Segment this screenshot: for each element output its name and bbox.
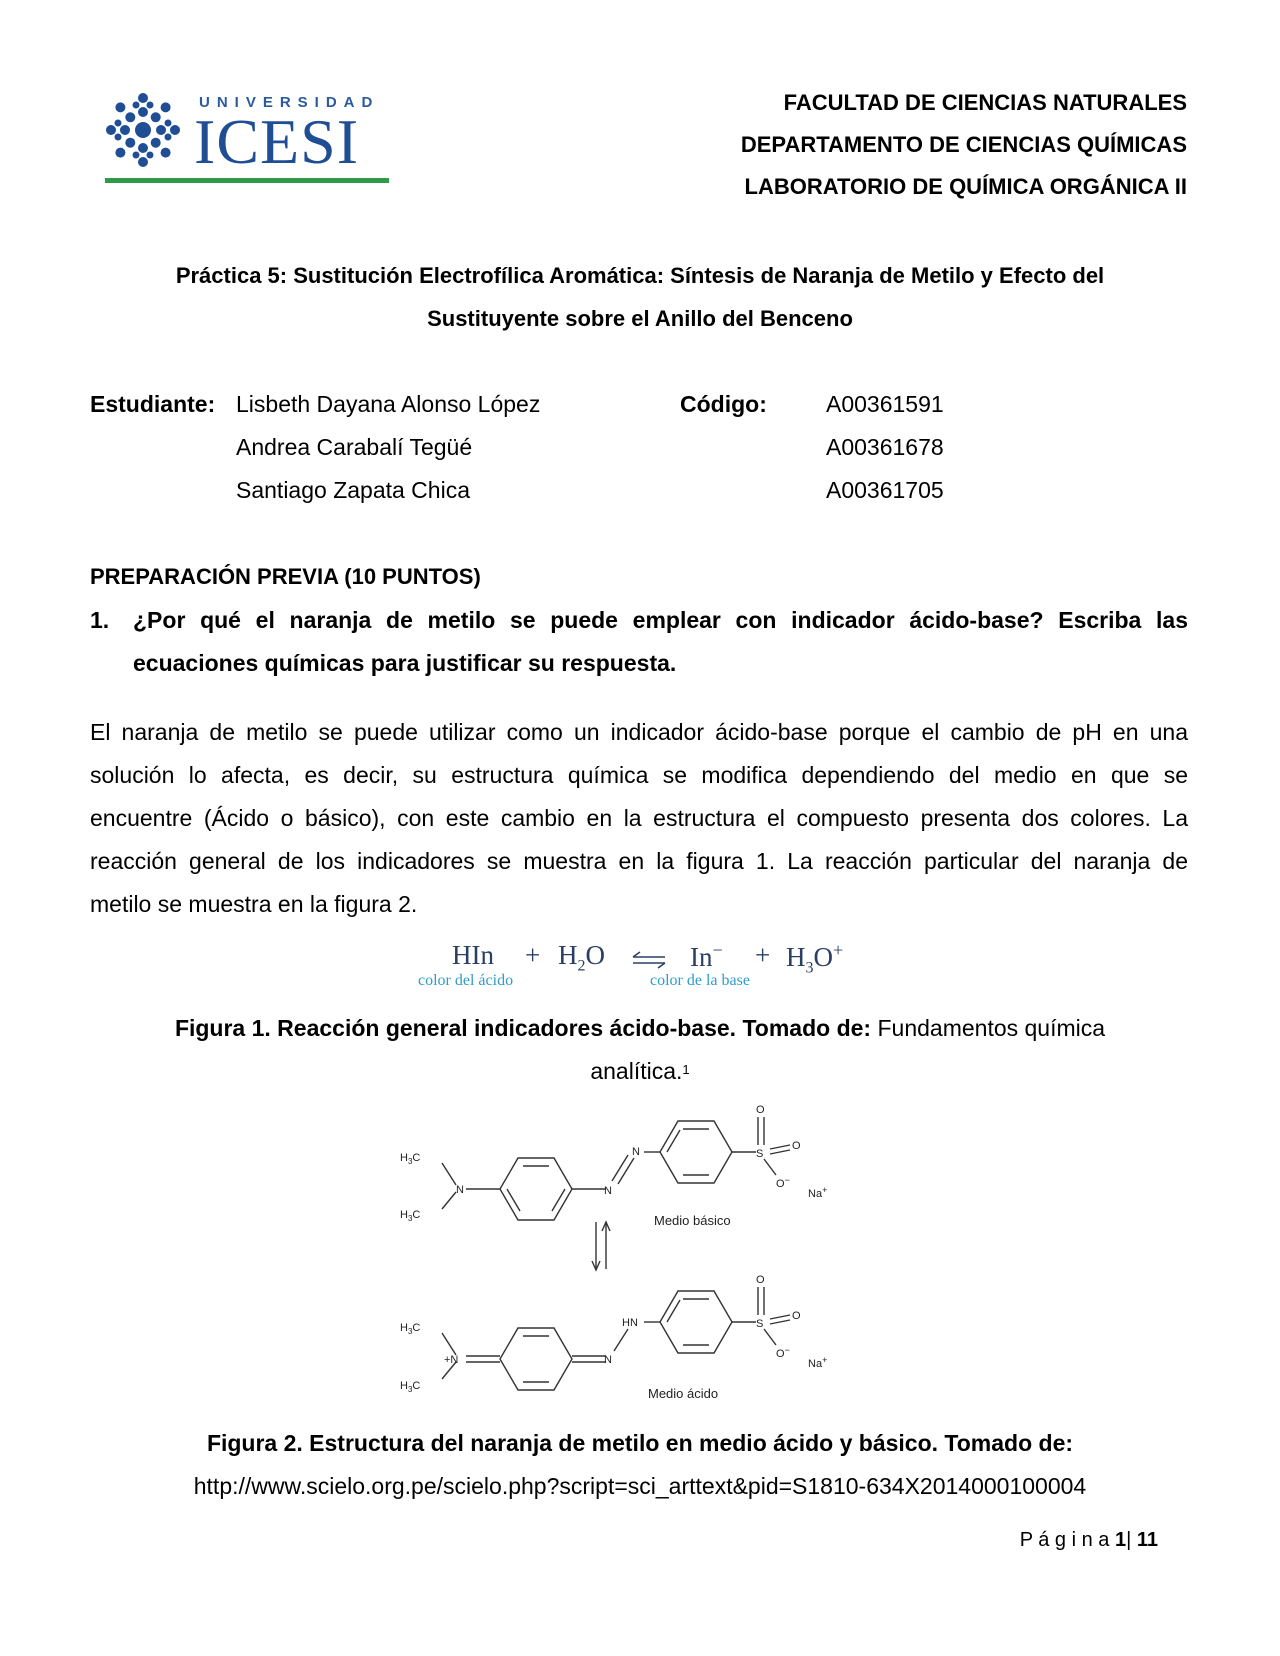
medium-basic-label: Medio básico [654, 1213, 731, 1228]
student-code-2: A00361678 [826, 434, 944, 460]
paragraph-line-2: solución lo afecta, es decir, su estructura química se modifica dependiendo del medio en que se [90, 762, 1188, 788]
eq-water: $H_2O$ [558, 940, 605, 975]
bond [667, 1300, 680, 1322]
logo-top-text: UNIVERSIDAD [199, 94, 380, 111]
medium-acid-label: Medio ácido [648, 1386, 719, 1401]
bond [618, 1158, 634, 1184]
indicator-equation [410, 940, 880, 1000]
methyl-orange-structures [400, 1097, 880, 1407]
body-paragraph [90, 711, 1188, 926]
bond [552, 1189, 565, 1211]
page-number: 1 [1114, 1529, 1127, 1551]
sulfur-label: S [756, 1318, 764, 1330]
iminium-label: +N [444, 1354, 459, 1366]
section-heading: PREPARACIÓN PREVIA (10 PUNTOS) [90, 564, 481, 589]
question-line-2: ecuaciones químicas para justificar su respuesta. [133, 650, 677, 676]
eq-hydronium: $H_3O^+$ [786, 940, 844, 977]
methyl-label: $H_3C$ [400, 1152, 421, 1166]
question-number: 1. [90, 607, 110, 633]
bond [770, 1320, 790, 1324]
bond [612, 1155, 628, 1181]
student-code-1: A00361591 [826, 391, 944, 417]
student-code-3: A00361705 [826, 477, 944, 503]
oxygen-label: O [756, 1104, 765, 1116]
oxygen-label: O [792, 1140, 801, 1152]
nitrogen-label: N [604, 1185, 612, 1197]
student-name-3: Santiago Zapata Chica [236, 477, 470, 503]
page-footer [1020, 1529, 1158, 1552]
benzene-ring [660, 1121, 732, 1183]
logo-main-text: ICESI [194, 106, 359, 177]
paragraph-line-3: encuentre (Ácido o básico), con este cambio en la estructura el compuesto presenta dos colores. La [90, 805, 1188, 831]
eq-hin: HIn [452, 940, 494, 970]
bond [770, 1145, 790, 1149]
methyl-label: $H_3C$ [400, 1209, 421, 1223]
paragraph-line-5: metilo se muestra en la figura 2. [90, 891, 418, 917]
figure-1-caption-line-2: analítica.$^1$ [590, 1058, 690, 1084]
methyl-label: $H_3C$ [400, 1322, 421, 1336]
oxide-label: O− [776, 1175, 790, 1190]
methyl-label: $H_3C$ [400, 1380, 421, 1394]
paragraph-line-4: reacción general de los indicadores se muestra en la figura 1. La reacción particular del naranja de [90, 848, 1188, 874]
figure-1-caption-line-1: Figura 1. Reacción general indicadores ácido-base. Tomado de: Fundamentos química [174, 1015, 1106, 1041]
question-line-1: ¿Por qué el naranja de metilo se puede emplear con indicador ácido-base? Escriba las [133, 607, 1188, 633]
oxygen-label: O [756, 1274, 765, 1286]
page-separator: | [1126, 1529, 1132, 1551]
page-total: 11 [1136, 1529, 1158, 1551]
base-color-label: color de la base [650, 972, 750, 989]
oxide-label: O− [776, 1345, 790, 1360]
sodium-label: Na+ [808, 1185, 828, 1200]
sun-emblem-icon [103, 90, 183, 170]
hn-label: HN [622, 1317, 638, 1329]
bond [507, 1189, 520, 1211]
university-logo [103, 88, 393, 184]
header-faculty: FACULTAD DE CIENCIAS NATURALES [783, 90, 1187, 115]
bond [442, 1192, 456, 1209]
code-label: Código: [680, 391, 767, 417]
page-label: P á g i n a [1019, 1529, 1110, 1551]
bond [764, 1159, 776, 1175]
sulfur-label: S [756, 1148, 764, 1160]
nitrogen-label: N [456, 1184, 464, 1196]
nitrogen-label: N [604, 1354, 612, 1366]
eq-plus-1: + [525, 940, 541, 970]
bond [764, 1329, 776, 1345]
oxygen-label: O [792, 1310, 801, 1322]
logo-underline [105, 178, 389, 183]
bond [614, 1329, 628, 1351]
figure-1-caption [90, 1007, 1190, 1093]
benzene-ring [500, 1158, 572, 1220]
bond [770, 1150, 790, 1154]
figure-1-reference: 1 [682, 1062, 690, 1077]
student-name-1: Lisbeth Dayana Alonso López [236, 391, 541, 417]
paragraph-line-1: El naranja de metilo se puede utilizar como un indicador ácido-base porque el cambio de pH en una [90, 719, 1188, 745]
title-line-1: Práctica 5: Sustitución Electrofílica Aromática: Síntesis de Naranja de Metilo y Efecto del [175, 263, 1105, 288]
eq-plus-2: + [755, 940, 771, 970]
student-name-2: Andrea Carabalí Tegüé [236, 434, 473, 460]
acid-color-label: color del ácido [418, 972, 514, 989]
bond [442, 1333, 456, 1355]
eq-in-minus: In− [690, 940, 723, 972]
sodium-label: Na+ [808, 1355, 828, 1370]
title-line-2: Sustituyente sobre el Anillo del Benceno [427, 306, 853, 331]
quinoid-ring [500, 1328, 572, 1390]
header-laboratory: LABORATORIO DE QUÍMICA ORGÁNICA II [744, 174, 1187, 199]
header-department: DEPARTAMENTO DE CIENCIAS QUÍMICAS [740, 132, 1187, 157]
bond [442, 1163, 456, 1185]
figure-2-caption-line-1: Figura 2. Estructura del naranja de metilo en medio ácido y básico. Tomado de: [206, 1430, 1074, 1456]
figure-2-source-link[interactable]: http://www.scielo.org.pe/scielo.php?script=sci_arttext&pid=S1810-634X2014000100004 [193, 1473, 1087, 1499]
equilibrium-arrows-icon [630, 950, 668, 970]
benzene-ring [660, 1291, 732, 1353]
student-label: Estudiante: [90, 391, 216, 417]
nitrogen-label: N [632, 1146, 640, 1158]
page-title [90, 254, 1190, 340]
bond [770, 1315, 790, 1319]
bond [667, 1130, 680, 1152]
figure-2-caption [90, 1422, 1190, 1508]
